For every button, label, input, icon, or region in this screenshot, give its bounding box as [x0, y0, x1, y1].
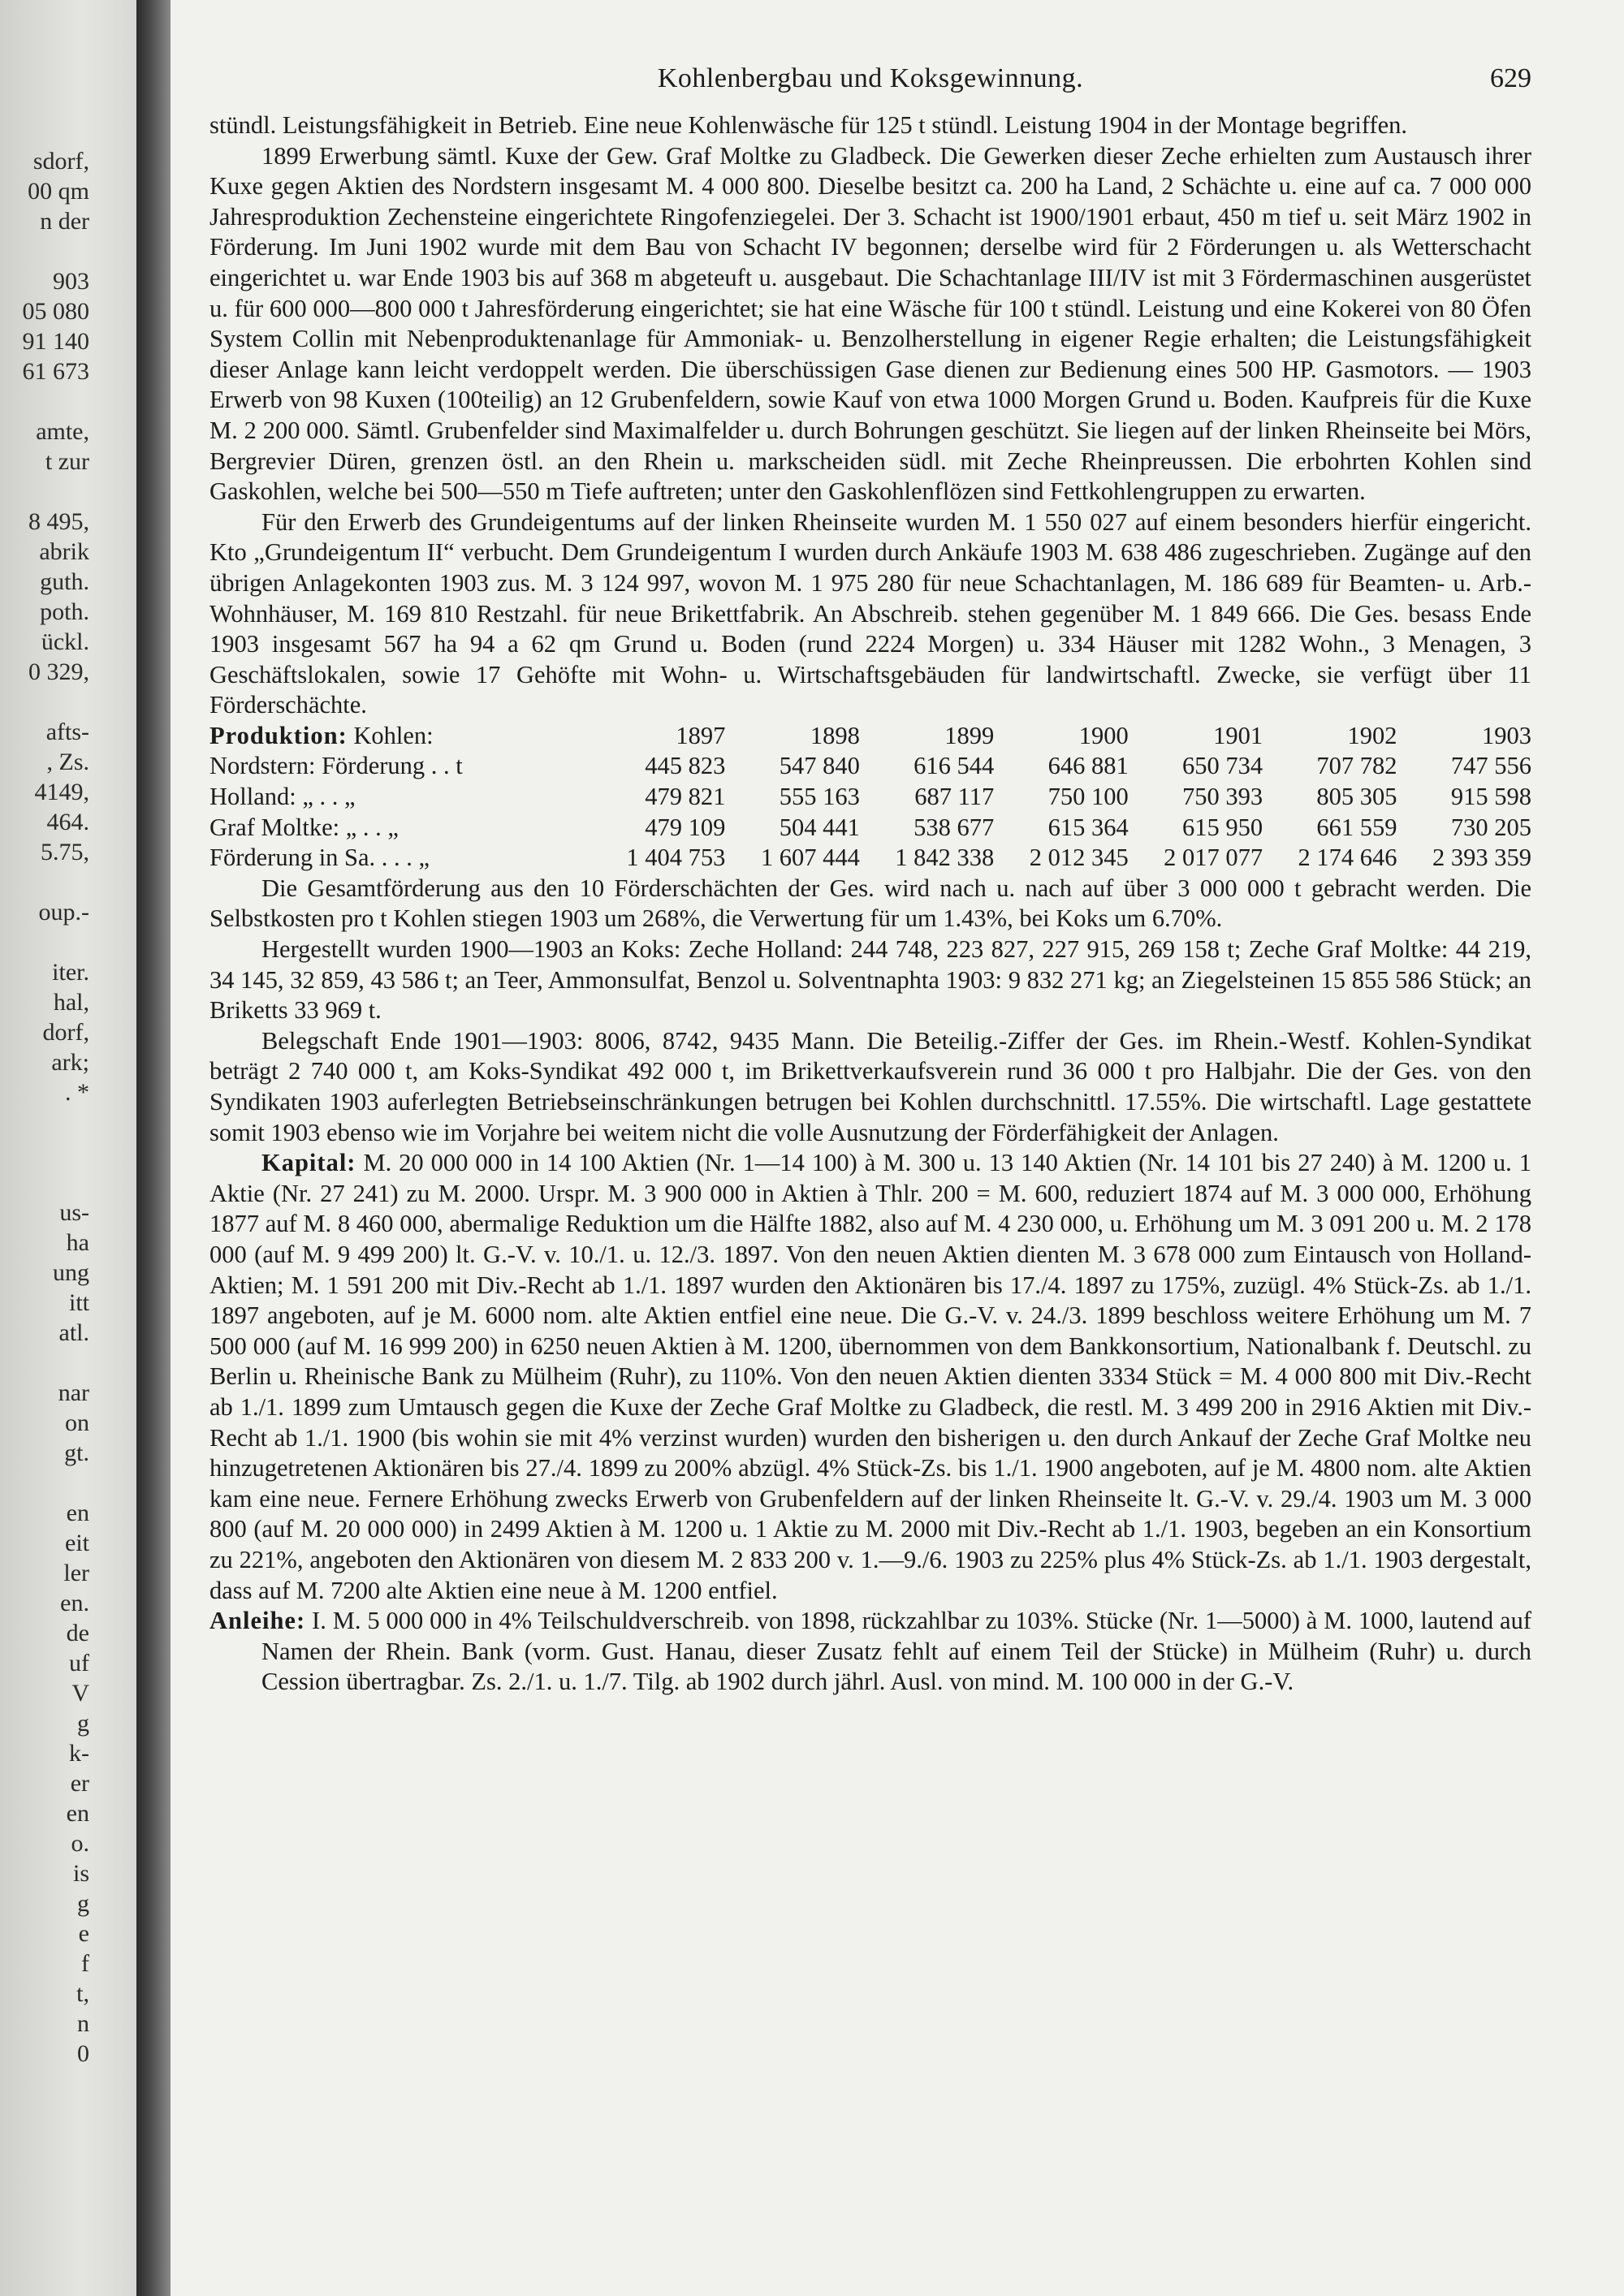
facing-page-text: t,	[76, 1980, 89, 2007]
year-header: 1900	[1078, 721, 1129, 749]
facing-page-text	[0, 687, 89, 717]
row-label: Holland: „ . . „	[209, 783, 356, 811]
facing-page-text: t zur	[45, 448, 89, 475]
facing-page-text: 61 673	[22, 358, 89, 385]
row-label: Förderung in Sa. . . . „	[209, 844, 430, 872]
facing-page-text: 00 qm	[28, 178, 89, 205]
kapital-text: M. 20 000 000 in 14 100 Aktien (Nr. 1—14 100) à M. 300 u. 13 140 Aktien (Nr. 14 101 bis 27 240) à M. 1200 u. 1 Aktie (Nr. 27 241) zu M. 2000. Urspr. M. 3 900 000 in Aktien à Thlr. 200 = M. 600, reduziert 1874 auf M. 3 000 000, Erhöhung 1877 auf M. 8 460 000, abermalige Reduktion um die Hälfte 1882, also auf M. 4 230 000, u. Erhöhung um M. 3 091 200 u. M. 2 178 000 (auf M. 9 499 200) lt. G.-V. v. 10./1. u. 12./3. 1897. Von den neuen Aktien dienten M. 3 678 000 zum Eintausch von Holland-Aktien; M. 1 591 200 mit Div.-Recht ab 1./1. 1897 wurden den Aktionären bis 17./4. 1897 zu 175%, zuzügl. 4% Stück-Zs. ab 1./1. 1897 angeboten, auf je M. 6000 nom. alte Aktien entfiel eine neue. Die G.-V. v. 24./3. 1899 beschloss weitere Erhöhung um M. 7 500 000 (auf M. 16 999 200) in 6250 neuen Aktien à M. 1200, übernommen von dem Bankkonsortium, Nationalbank f. Deutschl. zu Berlin u. Rheinische Bank zu Mülheim (Ruhr), zu 110%. Von den neuen Aktien dienten 3334 Stück = M. 4 000 800 mit Div.-Recht ab 1./1. 1899 zum Umtausch gegen die Kuxe der Zeche Graf Moltke zu Gladbeck, die restl. M. 3 499 200 in 2916 Aktien mit Div.-Recht ab 1./1. 1900 (bis wohin sie mit 4% verzinst wurden) wurden den bisherigen u. den durch Ankauf der Zeche Graf Moltke neu hinzugetretenen Aktionären bis 27./4. 1899 zu 200% abzügl. 4% Stück-Zs. bis 1./1. 1900 angeboten, auf je M. 4800 nom. alte Aktien kam eine neue. Fernere Erhöhung zwecks Erwerb von Grubenfeldern auf der linken Rheinseite lt. G.-V. v. 29./4. 1903 um M. 3 000 800 (auf M. 20 000 000) in 2499 Aktien à M. 1200 u. 1 Aktie zu M. 2000 mit Div.-Recht ab 1./1. 1903, begeben an ein Konsortium zu 221%, angeboten den Aktionären von diesem M. 2 833 200 v. 1.—9./6. 1903 zu 225% plus 4% Stück-Zs. ab 1./1. 1903 dergestalt, dass auf M. 7200 alte Aktien eine neue à M. 1200 entfiel.	[209, 1149, 1531, 1604]
facing-page-text: ark;	[51, 1049, 89, 1076]
facing-page-text: e	[78, 1920, 89, 1947]
facing-page-text: is	[72, 1860, 89, 1887]
table-cell: 616 544	[914, 752, 995, 780]
table-cell: 747 556	[1450, 752, 1531, 780]
page-number: 629	[1490, 63, 1531, 93]
facing-page-text: f	[81, 1950, 89, 1977]
table-cell: 915 598	[1450, 783, 1531, 811]
facing-page-text: abrik	[39, 538, 89, 565]
facing-page-text: itt	[68, 1289, 89, 1316]
facing-page-text: ung	[53, 1259, 89, 1286]
facing-page-text	[0, 927, 89, 957]
facing-page-text: eit	[65, 1530, 89, 1556]
facing-page-text: 0	[77, 2040, 89, 2067]
table-row	[209, 751, 1531, 782]
facing-page-text: 464.	[46, 809, 89, 835]
facing-page-text: er	[70, 1770, 89, 1797]
facing-page-text: oup.-	[38, 899, 89, 926]
facing-page-text: uf	[69, 1650, 89, 1677]
anleihe-text: I. M. 5 000 000 in 4% Teilschuldverschreib. von 1898, rückzahlbar zu 103%. Stücke (Nr. 1—5000) à M. 1000, lautend auf Namen der Rhein. Bank (vorm. Gust. Hanau, dieser Zusatz fehlt auf einem Teil der Stücke) in Mülheim (Ruhr) u. durch Cession übertragbar. Zs. 2./1. u. 1./7. Tilg. ab 1902 durch jährl. Ausl. von mind. M. 100 000 in der G.-V.	[261, 1607, 1532, 1696]
facing-page-text	[0, 1107, 89, 1137]
table-row	[209, 843, 1531, 874]
anleihe-label: Anleihe:	[209, 1607, 306, 1635]
facing-page-text: 91 140	[22, 328, 89, 355]
facing-page-text: k-	[69, 1740, 89, 1767]
paragraph-5: Hergestellt wurden 1900—1903 an Koks: Zeche Holland: 244 748, 223 827, 227 915, 269 158 t; Zeche Graf Moltke: 44 219, 34 145, 32 859, 43 586 t; an Teer, Ammonsulfat, Benzol u. Solventnaphta 1903: 9 832 271 kg; an Ziegelsteinen 15 855 586 Stück; an Briketts 33 969 t.	[209, 935, 1531, 1025]
facing-page-text: hal,	[53, 989, 89, 1016]
facing-page-text: . *	[65, 1079, 89, 1106]
facing-page-text: sdorf,	[32, 148, 89, 175]
page-header	[209, 49, 1531, 110]
facing-page-text: iter.	[52, 959, 89, 986]
kapital-label: Kapital:	[261, 1149, 356, 1177]
table-cell: 547 840	[779, 752, 860, 780]
table-cell: 750 393	[1181, 783, 1263, 811]
facing-page-text: 05 080	[22, 298, 89, 325]
table-cell: 730 205	[1450, 813, 1531, 841]
facing-page-text	[0, 1167, 89, 1198]
year-header: 1901	[1213, 721, 1263, 749]
facing-page-text	[0, 1137, 89, 1167]
running-title: Kohlenbergbau und Koksgewinnung.	[657, 63, 1084, 93]
facing-page-text	[0, 1348, 89, 1378]
facing-page-text: V	[71, 1680, 89, 1707]
table-cell: 479 821	[645, 783, 726, 811]
book-spine-shadow	[136, 0, 171, 2296]
facing-page-text: gt.	[64, 1439, 89, 1466]
year-header: 1899	[944, 721, 995, 749]
facing-page-text: amte,	[36, 418, 89, 445]
table-cell: 805 305	[1316, 783, 1397, 811]
year-header: 1898	[810, 721, 860, 749]
table-cell: 555 163	[779, 783, 860, 811]
year-header: 1897	[676, 721, 726, 749]
table-cell: 538 677	[914, 813, 995, 841]
facing-page-text: , Zs.	[46, 749, 89, 775]
table-cell: 2 174 646	[1298, 844, 1397, 872]
table-cell: 615 364	[1047, 813, 1129, 841]
paragraph-2: 1899 Erwerbung sämtl. Kuxe der Gew. Graf Moltke zu Gladbeck. Die Gewerken dieser Zeche erhielten zum Austausch ihrer Kuxe gegen Aktien des Nordstern insgesamt M. 4 000 800. Dieselbe besitzt ca. 200 ha Land, 2 Schächte u. eine auf ca. 7 000 000 Jahresproduktion Zechensteine eingerichtete Ringofenziegelei. Der 3. Schacht ist 1900/1901 erbaut, 450 m tief u. seit März 1902 in Förderung. Im Juni 1902 wurde mit dem Bau von Schacht IV begonnen; derselbe wird für 2 Förderungen u. als Wetterschacht eingerichtet u. war Ende 1903 bis auf 368 m abgeteuft u. ausgebaut. Die Schachtanlage III/IV ist mit 3 Fördermaschinen ausgerüstet u. für 600 000—800 000 t Jahresförderung eingerichtet; sie hat eine Wäsche für 100 t stündl. Leistung und eine Kokerei von 80 Öfen System Collin mit Nebenproduktenanlage für Ammoniak- u. Benzolherstellung in eigener Regie erhalten; die Leistungsfähigkeit dieser Anlage kann leicht verdoppelt werden. Die überschüssigen Gase dienen zur Bedienung eines 500 HP. Gasmotors. — 1903 Erwerb von 98 Kuxen (100teilig) an 12 Grubenfeldern, sowie Kauf von etwa 1000 Morgen Grund u. Boden. Kaufpreis für die Kuxe M. 2 200 000. Sämtl. Grubenfelder sind Maximalfelder u. durch Bohrungen geschützt. Sie liegen auf der linken Rheinseite bei Mörs, Bergrevier Düren, grenzen östl. an den Rhein u. markscheiden südl. mit Zeche Rheinpreussen. Die erbohrten Kohlen sind Gaskohlen, welche bei 500—550 m Tiefe auftreten; unter den Gaskohlenflözen sind Fettkohlengruppen zu erwarten.	[209, 141, 1531, 506]
facing-page-text: atl.	[58, 1319, 89, 1346]
facing-page-text: 4149,	[34, 779, 89, 805]
facing-page-text: nar	[58, 1379, 89, 1406]
table-cell: 2 393 359	[1432, 844, 1531, 872]
facing-page-text: 0 329,	[28, 658, 89, 685]
table-cell: 661 559	[1316, 813, 1397, 841]
paragraph-3: Für den Erwerb des Grundeigentums auf der linken Rheinseite wurden M. 1 550 027 auf einem besonders hierfür eingericht. Kto „Grundeigentum II“ verbucht. Dem Grundeigentum I wurden durch Ankäufe 1903 M. 638 486 zugeschrieben. Zugänge auf den übrigen Anlagekonten 1903 zus. M. 3 124 997, wovon M. 1 975 280 für neue Schachtanlagen, M. 186 689 für Beamten- u. Arb.-Wohnhäuser, M. 169 810 Restzahl. für neue Brikettfabrik. An Abschreib. stehen gegenüber M. 1 849 666. Die Ges. besass Ende 1903 insgesamt 567 ha 94 a 62 qm Grund u. Boden (rund 2224 Morgen) u. 334 Häuser mit 1282 Wohn., 3 Menagen, 3 Geschäftslokalen, sowie 17 Gehöfte mit Wohn- u. Wirtschaftsgebäuden für landwirtschaftl. Zwecke, sie verfügt über 11 Förderschächte.	[209, 507, 1531, 719]
paragraph-1: stündl. Leistungsfähigkeit in Betrieb. Eine neue Kohlenwäsche für 125 t stündl. Leistung 1904 in der Montage begriffen.	[209, 111, 1407, 139]
table-cell: 1 607 444	[760, 844, 860, 872]
facing-page-text: 5.75,	[41, 839, 89, 865]
paragraph-6: Belegschaft Ende 1901—1903: 8006, 8742, 9435 Mann. Die Beteilig.-Ziffer der Ges. im Rhein.-Westf. Kohlen-Syndikat beträgt 2 740 000 t, am Koks-Syndikat 492 000 t, im Brikettverkaufsverein rund 36 000 t pro Halbjahr. Die der Ges. von den Syndikaten 1903 auferlegten Betriebseinschränkungen betrugen bei Kohlen durchschnittl. 17.55%. Die wirtschaftl. Lage gestattete somit 1903 ebenso wie im Vorjahre bei weitem nicht die volle Ausnutzung der Förderfähigkeit der Anlagen.	[209, 1026, 1531, 1146]
table-cell: 650 734	[1181, 752, 1263, 780]
table-cell: 1 404 753	[626, 844, 726, 872]
facing-page-text: 903	[53, 268, 89, 295]
production-table	[209, 721, 1531, 874]
facing-page-text	[0, 236, 89, 266]
kapital-section	[209, 1148, 1531, 1606]
facing-page-text: o.	[71, 1830, 89, 1857]
row-label: Graf Moltke: „ . . „	[209, 813, 399, 841]
table-cell: 445 823	[645, 752, 726, 780]
table-cell: 615 950	[1181, 813, 1263, 841]
facing-page-text: us-	[59, 1199, 89, 1226]
facing-page-text: n	[77, 2010, 89, 2037]
year-header: 1903	[1482, 721, 1531, 749]
production-subject: Kohlen:	[353, 721, 434, 749]
facing-page-text: en.	[60, 1590, 89, 1616]
table-cell: 707 782	[1316, 752, 1397, 780]
anleihe-section	[209, 1606, 1531, 1698]
facing-page-text: ha	[66, 1229, 89, 1256]
facing-page-text: en	[66, 1800, 89, 1827]
table-cell: 2 012 345	[1029, 844, 1129, 872]
facing-page-text: on	[65, 1409, 89, 1436]
table-row	[209, 813, 1531, 844]
facing-page-text	[0, 477, 89, 507]
table-cell: 504 441	[779, 813, 860, 841]
facing-page-text: ückl.	[41, 628, 89, 655]
table-cell: 750 100	[1047, 783, 1129, 811]
table-cell: 2 017 077	[1164, 844, 1263, 872]
facing-page-fragment	[0, 146, 89, 2069]
table-row	[209, 782, 1531, 813]
year-header: 1902	[1347, 721, 1397, 749]
facing-page-text	[0, 386, 89, 416]
facing-page-text: afts-	[45, 719, 89, 745]
book-page	[209, 49, 1531, 2241]
facing-page-text	[0, 867, 89, 897]
facing-page-text	[0, 1468, 89, 1498]
facing-page-text: 8 495,	[28, 508, 89, 535]
facing-page-text: n der	[40, 208, 89, 235]
facing-page-text: g	[77, 1890, 89, 1917]
facing-page-text: dorf,	[42, 1019, 89, 1046]
facing-page-text: poth.	[40, 598, 89, 625]
paragraph-4: Die Gesamtförderung aus den 10 Förderschächten der Ges. wird nach u. nach auf über 3 000 000 t gebracht werden. Die Selbstkosten pro t Kohlen stiegen 1903 um 268%, die Verwertung für um 1.43%, bei Koks um 6.70%.	[209, 874, 1531, 933]
facing-page-text: en	[66, 1500, 89, 1526]
production-header-row	[209, 721, 1531, 752]
facing-page-text: g	[77, 1710, 89, 1737]
facing-page-text: guth.	[40, 568, 89, 595]
table-cell: 479 109	[645, 813, 726, 841]
table-cell: 646 881	[1047, 752, 1129, 780]
table-cell: 1 842 338	[895, 844, 995, 872]
table-cell: 687 117	[914, 783, 995, 811]
facing-page-text: ler	[63, 1560, 89, 1586]
production-label: Produktion:	[209, 721, 348, 749]
facing-page-text: de	[66, 1620, 89, 1646]
row-label: Nordstern: Förderung . . t	[209, 752, 463, 780]
